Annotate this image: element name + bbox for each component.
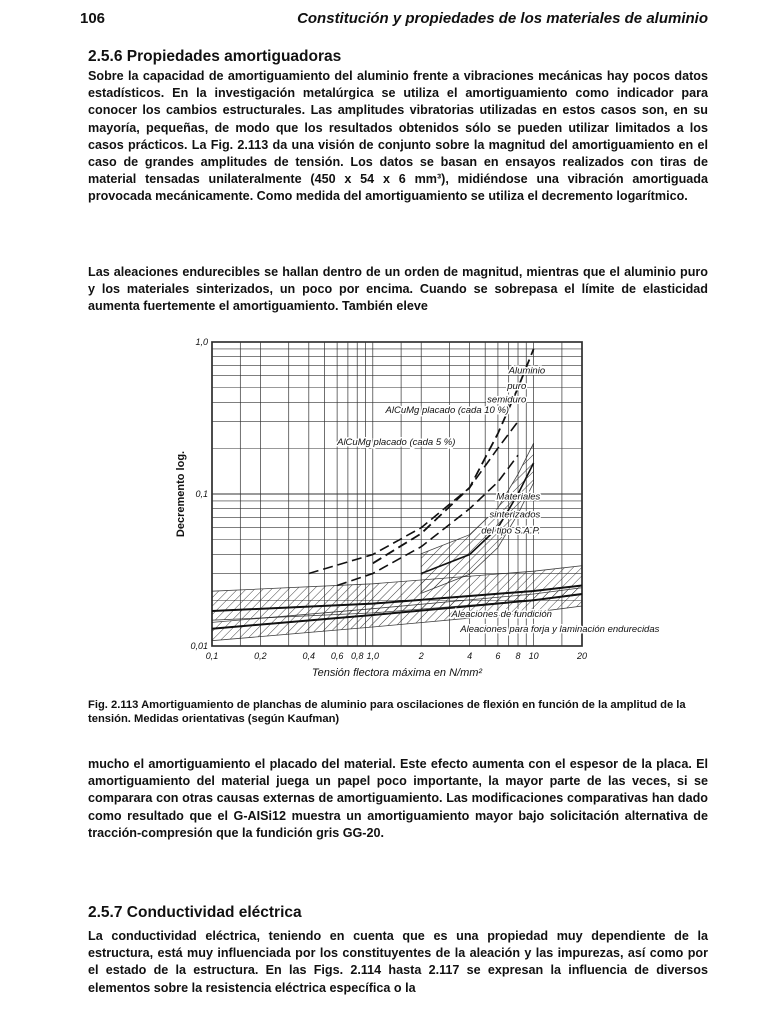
section-heading-conductivity: 2.5.7 Conductividad eléctrica — [88, 904, 302, 921]
chart-annotation: Materiales — [496, 491, 541, 503]
chart-annotation: Aleaciones para forja y laminación endurecidas — [460, 623, 660, 635]
paragraph: Sobre la capacidad de amortiguamiento del aluminio frente a vibraciones mecánicas hay pocos datos estadísticos. En la investigación metalúrgica se utiliza el amortiguamiento como indicador para conocer los cambios estructurales. Las amplitudes vibratorias utilizadas en estos casos son, en su mayoría, pequeñas, de modo que los resultados obtenidos sólo se pueden utilizar limitados a los casos prácticos. La Fig. 2.113 da una visión de conjunto sobre la magnitud del amortiguamiento en el caso de grandes amplitudes de tensión. Los datos se basan en ensayos realizados con tiras de material tensadas unilateralmente (450 x 54 x 6 mm³), midiéndose una vibración amortiguada provocada mecánicamente. Como medida del amortiguamiento se utiliza el decremento logarítmico. — [88, 69, 708, 204]
x-tick-label: 0,4 — [302, 651, 316, 661]
chart-annotation: Aleaciones de fundición — [451, 609, 552, 621]
x-axis-label: Tensión flectora máxima en N/mm² — [311, 667, 483, 679]
chart-annotation: puro — [507, 381, 527, 393]
y-tick-label: 1,0 — [195, 337, 208, 347]
figure-caption: Fig. 2.113 Amortiguamiento de planchas de aluminio para oscilaciones de flexión en función de la amplitud de la tensión. Medidas orientativas (según Kaufman) — [88, 699, 686, 725]
x-tick-label: 10 — [528, 651, 539, 661]
y-axis-label: Decremento log. — [175, 450, 187, 538]
figure-2-113 — [170, 334, 660, 694]
x-tick-label: 8 — [515, 651, 521, 661]
paragraph: Las aleaciones endurecibles se hallan dentro de un orden de magnitud, mientras que el aluminio puro y los materiales sinterizados, un poco por encima. Cuando se sobrepasa el límite de elasticidad aumenta fuertemente el amortiguamiento. También eleve — [88, 265, 708, 314]
chart-annotation: sinterizados — [489, 509, 541, 521]
chart-annotation: Aluminio — [508, 365, 546, 377]
x-tick-label: 0,6 — [330, 651, 344, 661]
chart-annotation: AlCuMg placado (cada 5 %) — [337, 437, 456, 449]
x-tick-label: 4 — [467, 651, 473, 661]
paragraph: mucho el amortiguamiento el placado del material. Este efecto aumenta con el espesor de la placa. El amortiguamiento del material juega un papel poco importante, la mayor parte de las veces, si se comparara con otras causas externas de amortiguamiento. Las modificaciones comparativas han dado como resultado que el G-AISi12 muestra un amortiguamiento mayor bajo solicitación alternativa de tracción-compresión que la fundición gris GG-20. — [88, 757, 708, 840]
x-tick-label: 0,2 — [254, 651, 267, 661]
chart-annotation: AlCuMg placado (cada 10 %) — [385, 405, 510, 417]
paragraph: La conductividad eléctrica, teniendo en cuenta que es una propiedad muy dependiente de la estructura, está muy influenciada por los constituyentes de la aleación y las impurezas, así como por el estado de la estructura. En las Figs. 2.114 hasta 2.117 se expresan la influencia de diversos elementos sobre la resistencia eléctrica específica o la — [88, 929, 708, 995]
section-heading-damping: 2.5.6 Propiedades amortiguadoras — [88, 48, 342, 65]
running-title: Constitución y propiedades de los materiales de aluminio — [297, 10, 708, 27]
y-tick-label: 0,1 — [195, 489, 208, 499]
chart-annotation: del tipo S.A.P. — [481, 525, 541, 537]
x-tick-label: 0,1 — [205, 651, 219, 661]
damping-chart — [170, 334, 660, 694]
x-tick-label: 0,8 — [350, 651, 364, 661]
page-number: 106 — [80, 10, 106, 27]
y-tick-label: 0,01 — [190, 641, 208, 651]
x-tick-label: 6 — [495, 651, 501, 661]
x-tick-label: 1,0 — [366, 651, 380, 661]
chart-annotation: semiduro — [487, 394, 527, 406]
x-tick-label: 20 — [576, 651, 588, 661]
x-tick-label: 2 — [418, 651, 424, 661]
